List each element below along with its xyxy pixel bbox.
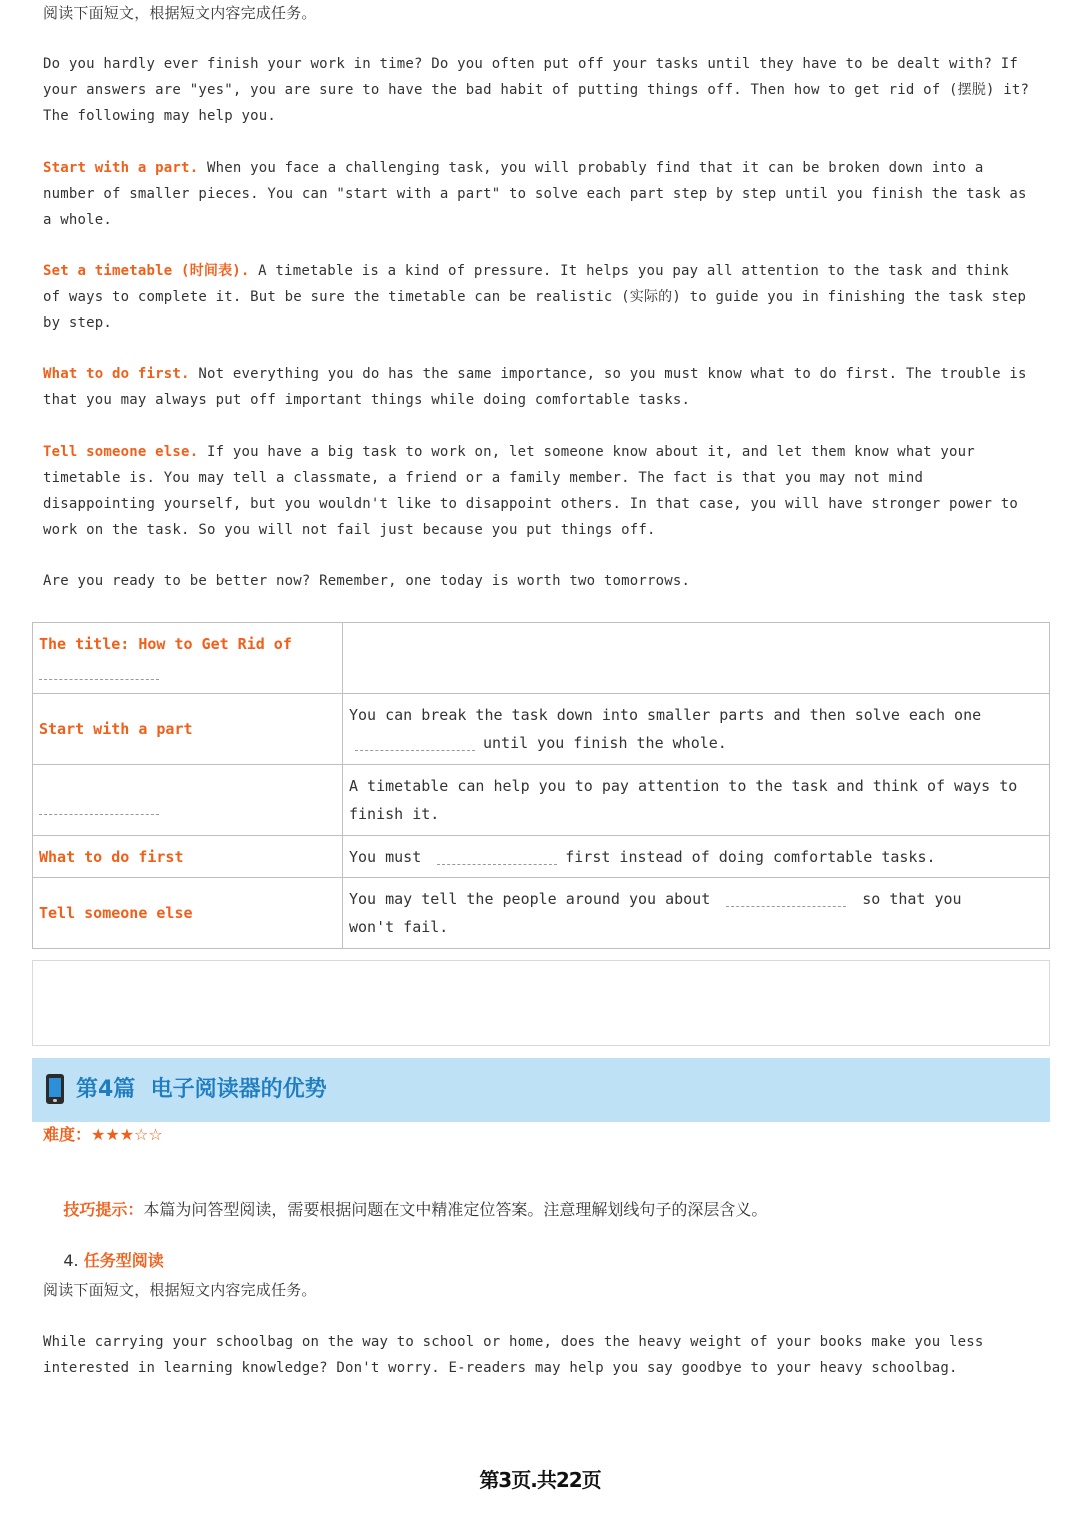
tip-label: 技巧提示： xyxy=(63,1200,144,1219)
cell-text: won't fail. xyxy=(349,918,449,936)
title-label: The title: How to Get Rid of xyxy=(39,635,292,653)
section-title: 第4篇 电子阅读器的优势 xyxy=(76,1077,327,1102)
cell-text: You can break the task down into smaller parts and then solve each one xyxy=(349,706,982,724)
section-intro: 阅读下面短文，根据短文内容完成任务。 xyxy=(43,1281,317,1299)
answer-blank[interactable] xyxy=(437,850,557,865)
section-banner xyxy=(32,1058,1050,1122)
tip-text: 本篇为问答型阅读，需要根据问题在文中精准定位答案。注意理解划线句子的深层含义。 xyxy=(143,1200,768,1219)
section-passage xyxy=(43,1329,1043,1381)
table-row xyxy=(33,623,1050,694)
cell-text: A timetable can help you to pay attention to the task and think of ways to finish it. xyxy=(349,777,1018,823)
paragraph-heading: Set a timetable (时间表). xyxy=(43,263,250,279)
paragraph-heading: Start with a part. xyxy=(43,160,199,176)
table-cell xyxy=(343,878,1050,949)
paragraph-line: The following may help you. xyxy=(43,108,276,124)
table-cell xyxy=(33,836,343,878)
paragraph-2 xyxy=(43,155,1043,233)
paragraph-line: by step. xyxy=(43,315,113,331)
paragraph-line: Are you ready to be better now? Remember, one today is worth two tomorrows. xyxy=(43,573,691,589)
page-number: 第3页.共22页 xyxy=(479,1468,601,1492)
answer-blank[interactable] xyxy=(355,736,475,751)
paragraph-text: When you face a challenging task, you will probably find that it can be broken down into a xyxy=(198,160,984,176)
paragraph-line: timetable is. You may tell a classmate, a friend or a family member. The fact is that you may not mind xyxy=(43,470,924,486)
intro-instruction: 阅读下面短文，根据短文内容完成任务。 xyxy=(43,4,317,22)
row-label: Tell someone else xyxy=(39,904,193,922)
cell-text: first instead of doing comfortable tasks. xyxy=(565,847,936,866)
paragraph-text: A timetable is a kind of pressure. It helps you pay all attention to the task and think xyxy=(249,263,1009,279)
cell-text: You must xyxy=(349,847,422,866)
table-row xyxy=(33,694,1050,765)
paragraph-3 xyxy=(43,258,1043,336)
table-row xyxy=(33,765,1050,836)
paragraph-heading: Tell someone else. xyxy=(43,444,199,460)
paragraph-line: of ways to complete it. But be sure the timetable can be realistic (实际的) to guide you in finishing the task step xyxy=(43,289,1027,305)
paragraph-text: If you have a big task to work on, let someone know about it, and let them know what your xyxy=(198,444,975,460)
difficulty-rating xyxy=(43,1123,163,1147)
cell-text: until you finish the whole. xyxy=(483,734,727,752)
paragraph-line: work on the task. So you will not fail just because you put things off. xyxy=(43,522,656,538)
paragraph-heading: What to do first. xyxy=(43,366,190,382)
paragraph-1 xyxy=(43,51,1043,129)
cell-text: so that you xyxy=(862,890,962,908)
paragraph-6 xyxy=(43,568,1043,594)
paragraph-line: number of smaller pieces. You can "start with a part" to solve each part step by step until you finish the task as xyxy=(43,186,1027,202)
task-table xyxy=(32,622,1050,949)
answer-blank[interactable] xyxy=(726,892,846,907)
row-label: Start with a part xyxy=(39,720,193,738)
table-cell xyxy=(33,694,343,765)
paragraph-line: your answers are "yes", you are sure to have the bad habit of putting things off. Then how to get rid of (摆脱) it? xyxy=(43,82,1030,98)
paragraph-line: a whole. xyxy=(43,212,113,228)
phone-icon xyxy=(46,1074,64,1104)
row-label: What to do first xyxy=(39,847,184,866)
table-row xyxy=(33,836,1050,878)
table-cell xyxy=(343,765,1050,836)
table-row xyxy=(33,878,1050,949)
paragraph-line: disappointing yourself, but you wouldn't like to disappoint others. In that case, you will have stronger power to xyxy=(43,496,1019,512)
question-type: 任务型阅读 xyxy=(83,1251,164,1270)
table-cell xyxy=(33,765,343,836)
answer-box[interactable] xyxy=(32,960,1050,1046)
paragraph-text: Not everything you do has the same importance, so you must know what to do first. The trouble is xyxy=(189,366,1027,382)
difficulty-stars: ★★★☆☆ xyxy=(91,1125,163,1144)
paragraph-line: While carrying your schoolbag on the way to school or home, does the heavy weight of your books make you less xyxy=(43,1334,984,1350)
answer-blank[interactable] xyxy=(39,665,159,680)
question-number: 4. xyxy=(63,1251,79,1270)
difficulty-label: 难度： xyxy=(43,1125,92,1144)
table-cell xyxy=(343,836,1050,878)
table-cell xyxy=(343,623,1050,694)
paragraph-line: that you may always put off important things while doing comfortable tasks. xyxy=(43,392,691,408)
paragraph-line: interested in learning knowledge? Don't worry. E-readers may help you say goodbye to your heavy schoolbag. xyxy=(43,1360,958,1376)
cell-text: You may tell the people around you about xyxy=(349,890,711,908)
paragraph-line: Do you hardly ever finish your work in time? Do you often put off your tasks until they have to be dealt with? If xyxy=(43,56,1019,72)
table-cell xyxy=(33,878,343,949)
paragraph-5 xyxy=(43,439,1043,543)
table-cell xyxy=(343,694,1050,765)
table-cell xyxy=(33,623,343,694)
paragraph-4 xyxy=(43,361,1043,413)
answer-blank[interactable] xyxy=(39,800,159,815)
